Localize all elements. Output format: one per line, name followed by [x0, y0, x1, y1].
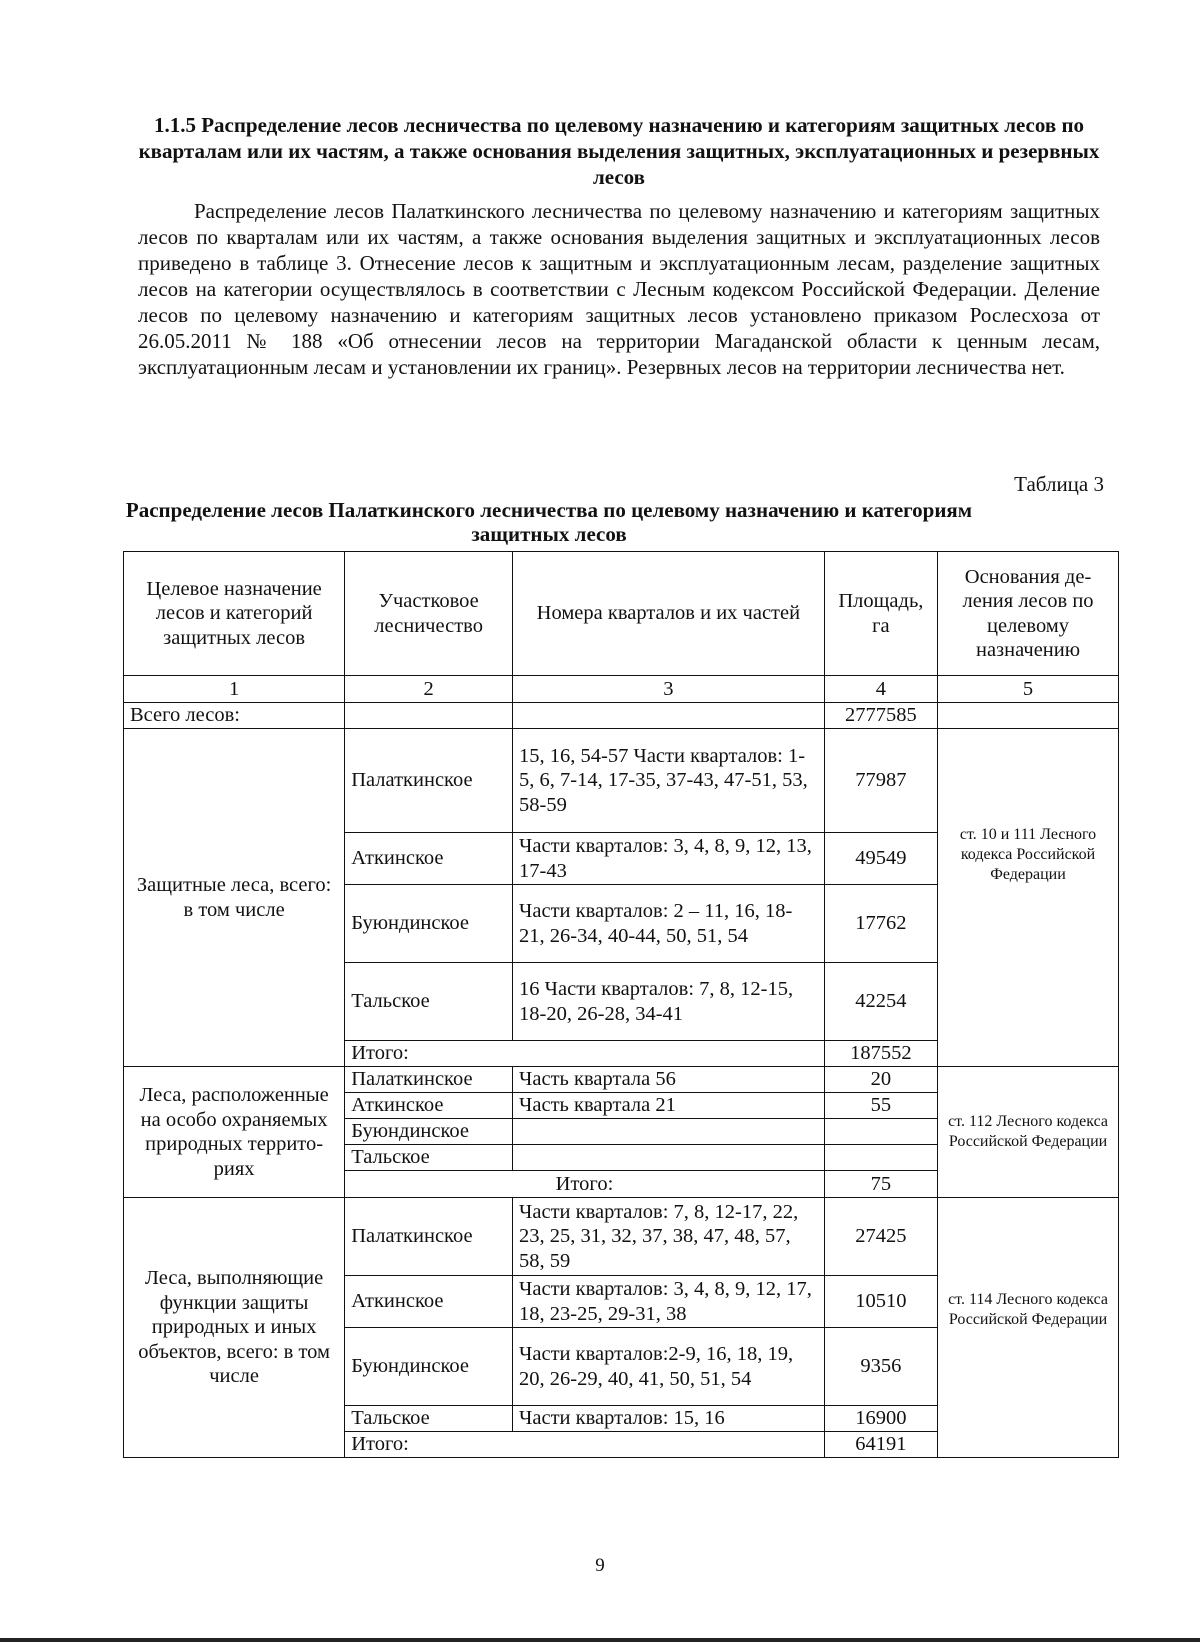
- quarters-cell: Части кварталов: 15, 16: [513, 1406, 825, 1432]
- area-cell: [824, 1119, 937, 1145]
- area-cell: 27425: [824, 1198, 937, 1276]
- table-number: Таблица 3: [1014, 472, 1104, 496]
- col-num: 4: [824, 676, 937, 703]
- forestry-cell: Тальское: [345, 1406, 513, 1432]
- subtotal-area: 64191: [824, 1432, 937, 1458]
- quarters-cell: 15, 16, 54-57 Части кварталов: 1-5, 6, 7-14, 17-35, 37-43, 47-51, 53, 58-59: [513, 729, 825, 833]
- category-protective: Защитные леса, всего: в том числе: [124, 729, 345, 1067]
- quarters-cell: Части кварталов: 2 – 11, 16, 18-21, 26-34, 40-44, 50, 51, 54: [513, 885, 825, 963]
- area-cell: 16900: [824, 1406, 937, 1432]
- quarters-cell: [513, 1145, 825, 1171]
- subtotal-label: Итого:: [345, 1432, 825, 1458]
- area-cell: 9356: [824, 1328, 937, 1406]
- bottom-rule: [0, 1638, 1200, 1642]
- quarters-cell: Части кварталов: 7, 8, 12-17, 22, 23, 25, 31, 32, 37, 38, 47, 48, 57, 58, 59: [513, 1198, 825, 1276]
- table-row: [124, 729, 1119, 833]
- quarters-cell: Части кварталов: 3, 4, 8, 9, 12, 13, 17-43: [513, 833, 825, 885]
- col-num: 1: [124, 676, 345, 703]
- reason-oopt: ст. 112 Лесного кодекса Российской Федерации: [938, 1067, 1119, 1198]
- quarters-cell: 16 Части кварталов: 7, 8, 12-15, 18-20, 26-28, 34-41: [513, 963, 825, 1041]
- forestry-cell: Буюндинское: [345, 1119, 513, 1145]
- header-area: Площадь, га: [824, 552, 937, 676]
- header-reason: Основания деления лесов по целевому назначению: [938, 552, 1119, 676]
- col-num: 2: [345, 676, 513, 703]
- header-quarters: Номера кварталов и их частей: [513, 552, 825, 676]
- quarters-cell: Части кварталов:2-9, 16, 18, 19, 20, 26-29, 40, 41, 50, 51, 54: [513, 1328, 825, 1406]
- forestry-cell: Буюндинское: [345, 1328, 513, 1406]
- area-cell: 77987: [824, 729, 937, 833]
- forestry-cell: Аткинское: [345, 833, 513, 885]
- area-cell: [824, 1145, 937, 1171]
- forestry-cell: Аткинское: [345, 1093, 513, 1119]
- intro-paragraph: Распределение лесов Палаткинского лесничества по целевому назначению и категориям защитных лесов по кварталам или их частям, а также основания выделения защитных и эксплуатационных лесов приведено в таблице 3. Отнесение лесов к защитным и эксплуатационным лесам, разделение защитных лесов на категории осуществлялось в соответствии с Лесным кодексом Российской Федерации. Деление лесов по целевому назначению и категориям защитных лесов установлено приказом Рослесхоза от 26.05.2011 № 188 «Об отнесении лесов на территории Магаданской области к ценным лесам, эксплуатационным лесам и установлении их границ». Резервных лесов на территории лесничества нет.: [138, 199, 1100, 379]
- quarters-cell: Часть квартала 21: [513, 1093, 825, 1119]
- forestry-cell: Палаткинское: [345, 1198, 513, 1276]
- table-title: Распределение лесов Палаткинского лесничества по целевому назначению и категориям защитных лесов: [125, 498, 973, 546]
- area-cell: 10510: [824, 1276, 937, 1328]
- header-purpose: Целевое назначение лесов и категорий защитных лесов: [124, 552, 345, 676]
- table-row: [124, 1198, 1119, 1276]
- reason-protective: ст. 10 и 111 Лесного кодекса Российской Федерации: [938, 729, 1119, 1067]
- col-num: 3: [513, 676, 825, 703]
- area-cell: 55: [824, 1093, 937, 1119]
- col-num: 5: [938, 676, 1119, 703]
- category-oopt: Леса, расположенные на особо охраняемых природных территориях: [124, 1067, 345, 1198]
- quarters-cell: Часть квартала 56: [513, 1067, 825, 1093]
- forestry-cell: Аткинское: [345, 1276, 513, 1328]
- forestry-cell: Буюндинское: [345, 885, 513, 963]
- area-cell: 17762: [824, 885, 937, 963]
- subtotal-label: Итого:: [345, 1171, 825, 1198]
- forest-distribution-table: [123, 551, 1119, 1458]
- area-cell: 20: [824, 1067, 937, 1093]
- column-number-row: [124, 676, 1119, 703]
- area-cell: 49549: [824, 833, 937, 885]
- total-area: 2777585: [824, 703, 937, 729]
- area-cell: 42254: [824, 963, 937, 1041]
- subtotal-label: Итого:: [345, 1041, 825, 1067]
- category-protect-func: Леса, выполняющие функции защиты природных и иных объектов, всего: в том числе: [124, 1198, 345, 1458]
- total-label: Всего лесов:: [124, 703, 345, 729]
- section-heading: 1.1.5 Распределение лесов лесничества по целевому назначению и категориям защитных лесов по кварталам или их частям, а также основания выделения защитных, эксплуатационных и резервных лесов: [138, 113, 1100, 189]
- quarters-cell: Части кварталов: 3, 4, 8, 9, 12, 17, 18, 23-25, 29-31, 38: [513, 1276, 825, 1328]
- header-forestry: Участковое лесничество: [345, 552, 513, 676]
- table-header-row: [124, 552, 1119, 676]
- quarters-cell: [513, 1119, 825, 1145]
- forestry-cell: Палаткинское: [345, 1067, 513, 1093]
- reason-protect-func: ст. 114 Лесного кодекса Российской Федерации: [938, 1198, 1119, 1458]
- forestry-cell: Тальское: [345, 963, 513, 1041]
- subtotal-area: 187552: [824, 1041, 937, 1067]
- subtotal-area: 75: [824, 1171, 937, 1198]
- forestry-cell: Тальское: [345, 1145, 513, 1171]
- page-number: 9: [595, 1555, 605, 1576]
- forestry-cell: Палаткинское: [345, 729, 513, 833]
- total-row: [124, 703, 1119, 729]
- table-row: [124, 1067, 1119, 1093]
